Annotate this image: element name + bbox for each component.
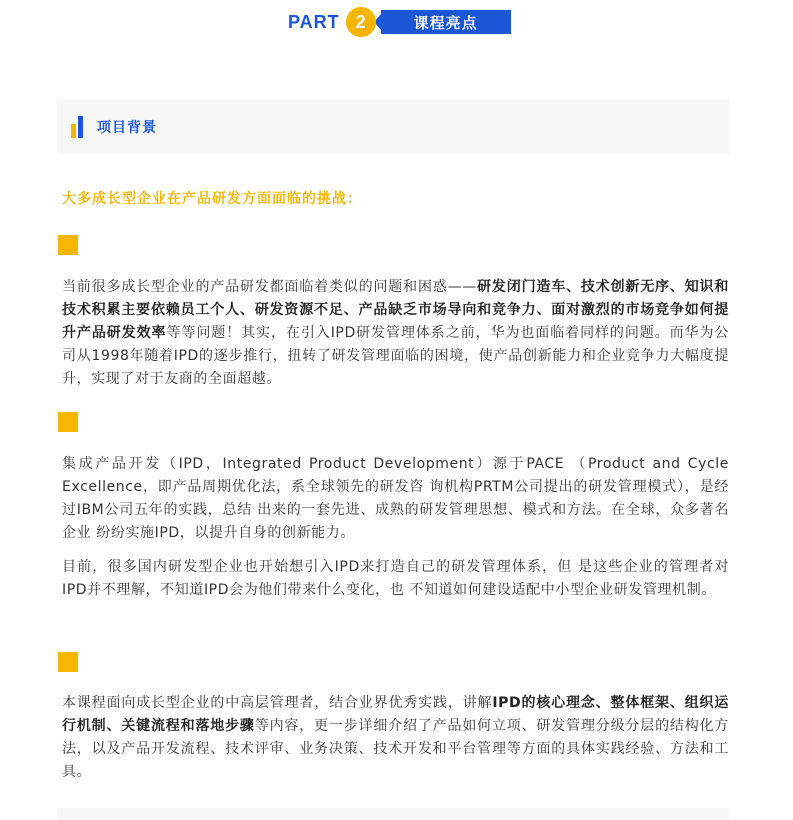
part-label: PART	[288, 11, 340, 32]
paragraph-text: 本课程面向成长型企业的中高层管理者，结合业界优秀实践，讲解	[62, 695, 493, 711]
paragraph-course-overview	[62, 692, 729, 784]
paragraph-text: 等等问题！其实，在引入IPD研发管理体系之前，华为也面临着同样的问题。而华为公司从1998年随着IPD的逐步推行，扭转了研发管理面临的困境，使产品创新能力和企业竞争力大幅度提升，实现了对于友商的全面超越。	[62, 325, 730, 387]
next-section-box	[57, 808, 729, 820]
section-title: 项目背景	[97, 119, 157, 136]
paragraph-domestic-status: 目前，很多国内研发型企业也开始想引入IPD来打造自己的研发管理体系，但 是这些企业的管理者对IPD并不理解，不知道IPD会为他们带来什么变化，也 不知道如何建设适配中小型企业研发管理机制。	[62, 559, 729, 598]
square-marker-icon	[58, 412, 78, 432]
paragraph-ipd-intro: 集成产品开发（IPD，Integrated Product Development）源于PACE （Product and Cycle Excellence，即产品周期优化法，系全球领先的研发咨 询机构PRTM公司提出的研发管理模式），是经过IBM公司五年的实践，总结 出来的一套先进、成熟的研发管理思想、模式和方法。在全球，众多著名企业 纷纷实施IPD，以提升自身的创新能力。	[62, 456, 729, 541]
paragraph-challenges	[62, 276, 729, 391]
paragraph-text: 等内容，更一步详细介绍了产品如何立项、研发管理分级分层的结构化方法，以及产品开发流程、技术评审、业务决策、技术开发和平台管理等方面的具体实践经验、方法和工具。	[62, 718, 729, 780]
paragraph-text: 当前很多成长型企业的产品研发都面临着类似的问题和困惑——	[62, 279, 477, 295]
section-bars-icon	[71, 116, 83, 138]
section-heading-box	[57, 99, 729, 154]
paragraph-bold-text: IPD的核心理念、整体框架、组织运行机制、关键流程和落地步骤	[62, 695, 729, 734]
part-header	[288, 8, 511, 36]
paragraph-bold-text: 研发闭门造车、技术创新无序、知识和技术积累主要依赖员工个人、研发资源不足、产品缺乏市场导向和竞争力、面对激烈的市场竞争如何提升产品研发效率	[62, 279, 729, 341]
part-number-badge: 2	[346, 7, 376, 37]
challenges-subtitle: 大多成长型企业在产品研发方面面临的挑战：	[62, 191, 362, 207]
part-title-tag: 课程亮点	[381, 10, 511, 34]
square-marker-icon	[58, 652, 78, 672]
square-marker-icon	[58, 235, 78, 255]
